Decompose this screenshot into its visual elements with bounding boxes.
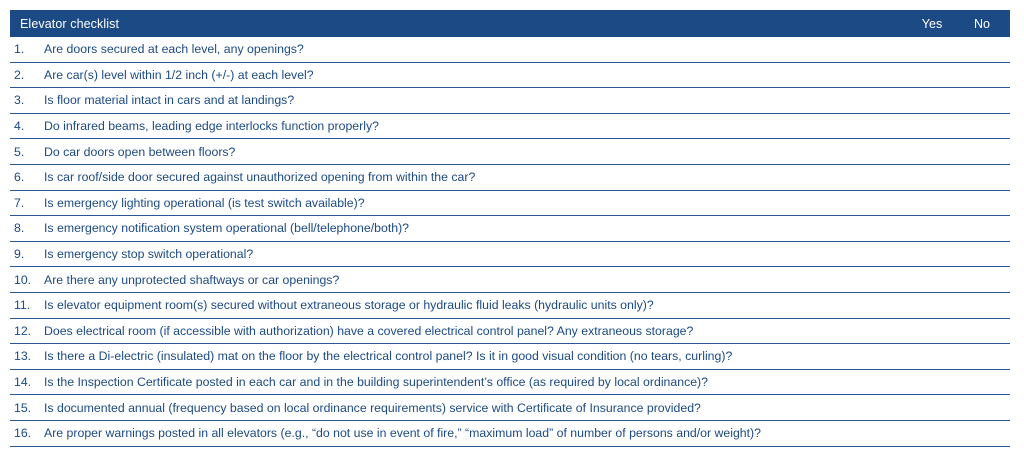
row-question: Is emergency stop switch operational? <box>44 247 254 262</box>
row-number: 2. <box>14 67 25 82</box>
row-answer-yes-cell[interactable] <box>916 344 960 369</box>
row-number: 13. <box>14 349 32 364</box>
row-question: Is there a Di-electric (insulated) mat on the floor by the electrical control panel? Is it in good visual condition (no tears, curling)? <box>44 349 733 364</box>
row-answer-no-cell[interactable] <box>970 267 1006 292</box>
row-question: Is elevator equipment room(s) secured without extraneous storage or hydraulic fluid leaks (hydraulic units only)? <box>44 298 654 313</box>
row-answer-no-cell[interactable] <box>970 319 1006 344</box>
row-number: 7. <box>14 195 25 210</box>
column-header-yes: Yes <box>921 16 943 31</box>
table-row <box>10 63 1010 89</box>
row-answer-no-cell[interactable] <box>970 191 1006 216</box>
row-number: 16. <box>14 426 32 441</box>
row-question: Are doors secured at each level, any openings? <box>44 42 304 57</box>
column-header-no: No <box>974 16 990 31</box>
row-answer-no-cell[interactable] <box>970 370 1006 395</box>
row-question: Do car doors open between floors? <box>44 144 236 159</box>
table-row <box>10 114 1010 140</box>
table-row <box>10 191 1010 217</box>
row-answer-no-cell[interactable] <box>970 293 1006 318</box>
checklist-header <box>10 10 1010 37</box>
row-answer-yes-cell[interactable] <box>916 242 960 267</box>
row-number: 6. <box>14 170 25 185</box>
row-answer-yes-cell[interactable] <box>916 63 960 88</box>
row-answer-yes-cell[interactable] <box>916 191 960 216</box>
row-answer-no-cell[interactable] <box>970 88 1006 113</box>
row-question: Are car(s) level within 1/2 inch (+/-) at each level? <box>44 67 314 82</box>
table-row <box>10 216 1010 242</box>
row-number: 14. <box>14 375 32 390</box>
row-number: 15. <box>14 400 32 415</box>
table-row <box>10 37 1010 63</box>
row-number: 3. <box>14 93 25 108</box>
row-answer-no-cell[interactable] <box>970 242 1006 267</box>
row-answer-yes-cell[interactable] <box>916 395 960 420</box>
table-row <box>10 421 1010 447</box>
row-answer-no-cell[interactable] <box>970 165 1006 190</box>
row-question: Is documented annual (frequency based on local ordinance requirements) service with Certificate of Insurance provided? <box>44 400 701 415</box>
row-question: Does electrical room (if accessible with authorization) have a covered electrical control panel? Any extraneous storage? <box>44 323 694 338</box>
row-question: Are proper warnings posted in all elevators (e.g., “do not use in event of fire,” “maximum load” of number of persons and/or weight)? <box>44 426 761 441</box>
row-question: Is car roof/side door secured against unauthorized opening from within the car? <box>44 170 476 185</box>
row-number: 11. <box>14 298 31 313</box>
row-number: 9. <box>14 247 25 262</box>
row-question: Is emergency notification system operational (bell/telephone/both)? <box>44 221 410 236</box>
row-answer-no-cell[interactable] <box>970 139 1006 164</box>
row-number: 4. <box>14 119 25 134</box>
row-question: Are there any unprotected shaftways or car openings? <box>44 272 340 287</box>
row-answer-yes-cell[interactable] <box>916 319 960 344</box>
table-row <box>10 395 1010 421</box>
row-answer-yes-cell[interactable] <box>916 165 960 190</box>
row-answer-no-cell[interactable] <box>970 37 1006 62</box>
row-answer-yes-cell[interactable] <box>916 139 960 164</box>
table-row <box>10 139 1010 165</box>
row-number: 1. <box>14 42 25 57</box>
elevator-checklist-table <box>10 10 1010 447</box>
table-row <box>10 165 1010 191</box>
row-question: Do infrared beams, leading edge interlocks function properly? <box>44 119 379 134</box>
checklist-rows <box>10 37 1010 447</box>
table-row <box>10 370 1010 396</box>
row-answer-yes-cell[interactable] <box>916 267 960 292</box>
row-number: 8. <box>14 221 25 236</box>
row-answer-yes-cell[interactable] <box>916 370 960 395</box>
row-number: 5. <box>14 144 25 159</box>
row-answer-no-cell[interactable] <box>970 344 1006 369</box>
table-row <box>10 293 1010 319</box>
row-answer-no-cell[interactable] <box>970 395 1006 420</box>
row-number: 12. <box>14 323 32 338</box>
checklist-title: Elevator checklist <box>20 16 120 31</box>
row-question: Is emergency lighting operational (is test switch available)? <box>44 195 365 210</box>
row-number: 10. <box>14 272 32 287</box>
row-answer-no-cell[interactable] <box>970 421 1006 446</box>
row-answer-no-cell[interactable] <box>970 216 1006 241</box>
row-answer-no-cell[interactable] <box>970 63 1006 88</box>
table-row <box>10 319 1010 345</box>
row-answer-yes-cell[interactable] <box>916 216 960 241</box>
row-answer-yes-cell[interactable] <box>916 88 960 113</box>
row-question: Is the Inspection Certificate posted in each car and in the building superintendent’s office (as required by local ordinance)? <box>44 375 708 390</box>
row-answer-yes-cell[interactable] <box>916 421 960 446</box>
row-answer-yes-cell[interactable] <box>916 293 960 318</box>
row-answer-yes-cell[interactable] <box>916 114 960 139</box>
table-row <box>10 267 1010 293</box>
row-question: Is floor material intact in cars and at landings? <box>44 93 295 108</box>
row-answer-no-cell[interactable] <box>970 114 1006 139</box>
table-row <box>10 344 1010 370</box>
table-row <box>10 88 1010 114</box>
row-answer-yes-cell[interactable] <box>916 37 960 62</box>
table-row <box>10 242 1010 268</box>
